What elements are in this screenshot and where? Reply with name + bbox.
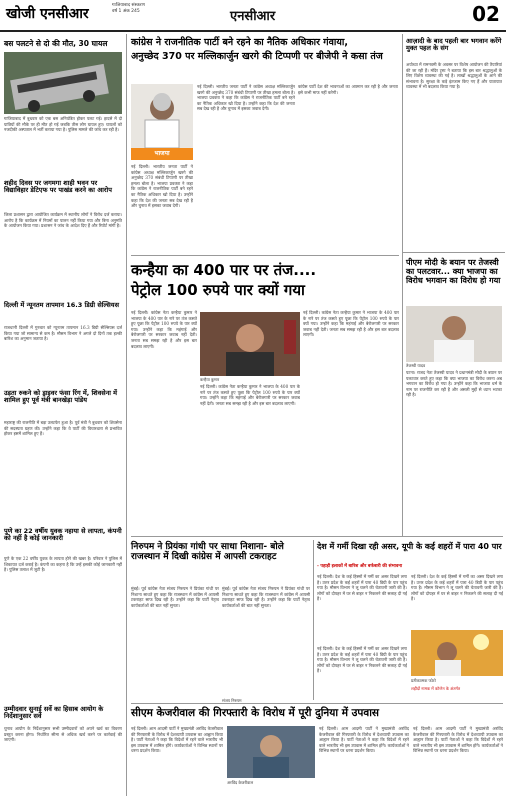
left-headline-4: उड़ता रुकने को ड्राइवर फंसा रिंग में, शिवसेना में शामिल हुए पूर्व मंत्री बानखेड़ा पांडेय xyxy=(4,389,118,405)
kejriwal-headline: सीएम केजरीवाल की गिरफ्तारी के विरोध में पूरी दुनिया में उपवास xyxy=(131,707,380,719)
main-story-col-1: नई दिल्ली। कांग्रेस नेता कन्हैया कुमार ने भाजपा के 400 पार के नारे पर तंज कसते हुए पूछा कि पेट्रोल 100 रुपये के पार क्यों गया। उन्होंने कहा कि महंगाई और बेरोजगारी पर सरकार जवाब नहीं देती। जनता सब समझ रही है और इस बार बदलाव लाएगी। xyxy=(131,310,197,349)
lead-story-col-2: कांग्रेस पार्टी देश की भावनाओं का अपमान कर रही है और जनता इसे कभी माफ नहीं करेगी। xyxy=(298,84,398,95)
heat-caption-2: शहीदों नामक में कॉन्टेन के अंतर्गत xyxy=(411,686,461,691)
left-headline-6: उम्मीदवार सुनाई सर्वे का हिसाब आयोग के निर्देशानुसार सर्वे xyxy=(4,705,104,721)
left-story-4: महाराष्ट्र की राजनीति में बड़ा उलटफेर हुआ है। पूर्व मंत्री ने बुधवार को शिवसेना की सदस्यता ग्रहण की। उन्होंने कहा कि वे पार्टी की विचारधारा से प्रभावित होकर इसमें शामिल हुए हैं। xyxy=(4,420,122,437)
issue-line: वर्ष 1 अंक 245 xyxy=(112,9,140,14)
heat-image xyxy=(411,630,503,676)
bjp-logo-label: भाजपा xyxy=(154,150,170,157)
lead-story-col-0: नई दिल्ली। भारतीय जनता पार्टी ने कांग्रेस अध्यक्ष मल्लिकार्जुन खरगे की अनुच्छेद 370 संबंधी टिप्पणी पर तीखा हमला बोला है। भाजपा प्रवक्ता ने कहा कि कांग्रेस ने राजनीतिक पार्टी बने रहने का नैतिक अधिकार खो दिया है। उन्होंने कहा कि देश की जनता सब देख रही है और चुनाव में इसका जवाब देगी। xyxy=(131,164,193,209)
main-story-col-2: नई दिल्ली। कांग्रेस नेता कन्हैया कुमार ने भाजपा के 400 पार के नारे पर तंज कसते हुए पूछा कि पेट्रोल 100 रुपये के पार क्यों गया। उन्होंने कहा कि महंगाई और बेरोजगारी पर सरकार जवाब नहीं देती। जनता सब समझ रही है और इस बार बदलाव लाएगी। xyxy=(200,384,300,406)
bus-accident-photo xyxy=(4,52,122,114)
masthead xyxy=(0,0,506,32)
lead-story-col-1: नई दिल्ली। भारतीय जनता पार्टी ने कांग्रेस अध्यक्ष मल्लिकार्जुन खरगे की अनुच्छेद 370 संबंधी टिप्पणी पर तीखा हमला बोला है। भाजपा प्रवक्ता ने कहा कि कांग्रेस ने राजनीतिक पार्टी बने रहने का नैतिक अधिकार खो दिया है। उन्होंने कहा कि देश की जनता सब देख रही है और चुनाव में इसका जवाब देगी। xyxy=(197,84,295,112)
kharge-photo-image xyxy=(131,84,193,148)
divider-right xyxy=(403,252,505,253)
bjp-logo-band xyxy=(131,148,193,160)
tejashwi-photo xyxy=(406,306,502,362)
divider-lead xyxy=(131,255,399,256)
kejriwal-caption: अरविंद केजरीवाल xyxy=(227,780,254,785)
kanhaiya-image xyxy=(200,312,300,376)
left-top-headline: बस पलटने से दो की मौत, 30 घायल xyxy=(4,39,108,48)
nirupam-headline: निरुपम ने प्रियंका गांधी पर साधा निशाना- बोले राजस्थान में दिखी कांग्रेस में आपसी टकराहट xyxy=(131,542,284,563)
nirupam-caption: संजय निरुपम xyxy=(222,698,242,703)
tejashwi-caption: तेजस्वी यादव xyxy=(406,363,426,368)
heat-photo-caption: प्रतीकात्मक फोटो xyxy=(411,678,436,683)
newspaper-brand: खोजी एनसीआर xyxy=(6,6,89,22)
right-story-1: अयोध्या में रामनवमी के अवसर पर विशेष आयोजन की तैयारियां की जा रही हैं। मंदिर ट्रस्ट ने बताया कि इस बार श्रद्धालुओं के लिए विशेष व्यवस्था की गई है। लाखों श्रद्धालुओं के आने की संभावना है। सुरक्षा के कड़े इंतजाम किए गए हैं और यातायात व्यवस्था में भी बदलाव किया गया है। xyxy=(406,62,502,90)
left-headline-3: दिल्ली में न्यूनतम तापमान 16.3 डिग्री सेल्सियस xyxy=(4,301,119,309)
nirupam-story-col-1: मुंबई। पूर्व कांग्रेस नेता संजय निरुपम ने प्रियंका गांधी पर निशाना साधते हुए कहा कि राजस्थान में कांग्रेस में आपसी टकराहट साफ दिख रही है। उन्होंने कहा कि पार्टी नेतृत्व कार्यकर्ताओं की बात नहीं सुनता। xyxy=(131,586,219,608)
column-rule-left xyxy=(126,34,127,796)
heat-story-col-2: नई दिल्ली। देश के कई हिस्सों में गर्मी का असर दिखने लगा है। उत्तर प्रदेश के कई शहरों में पारा 40 डिग्री के पार पहुंच गया है। मौसम विभाग ने लू चलने की चेतावनी जारी की है। लोगों को दोपहर में घर से बाहर न निकलने की सलाह दी गई है। xyxy=(411,574,503,602)
left-story-3: राजधानी दिल्ली में गुरुवार को न्यूनतम तापमान 16.3 डिग्री सेल्सियस दर्ज किया गया जो सामान्य से कम है। मौसम विभाग ने अगले दो दिनों तक हल्की बारिश का अनुमान जताया है। xyxy=(4,325,122,342)
lead-headline-1: कांग्रेस ने राजनीतिक पार्टी बने रहने का नैतिक अधिकार गंवाया, xyxy=(131,37,348,48)
heat-photo xyxy=(411,630,503,676)
divider-kejriwal xyxy=(131,703,503,704)
left-story-5: पुणे के एक 22 वर्षीय युवक के लापता होने की खबर है। परिवार ने पुलिस में शिकायत दर्ज कराई है। कंपनी का कहना है कि उन्हें इसकी कोई जानकारी नहीं है। पुलिस तलाश में जुटी है। xyxy=(4,556,122,573)
kanhaiya-caption: कन्हैया कुमार xyxy=(200,377,220,382)
tejashwi-image xyxy=(406,306,502,362)
edition-line: गाजियाबाद संस्करण xyxy=(112,3,145,8)
kejriwal-story-col-1: नई दिल्ली। आम आदमी पार्टी ने मुख्यमंत्री अरविंद केजरीवाल की गिरफ्तारी के विरोध में देशव्यापी उपवास का आह्वान किया है। पार्टी नेताओं ने कहा कि विदेशों में रहने वाले भारतीय भी इस उपवास में शामिल होंगे। कार्यकर्ताओं ने विभिन्न स्थानों पर धरना प्रदर्शन किया। xyxy=(131,726,223,754)
left-top-story: गाजियाबाद में बुधवार को एक बस अनियंत्रित होकर पलट गई। हादसे में दो यात्रियों की मौके पर ही मौत हो गई जबकि तीस लोग घायल हुए। घायलों को नजदीकी अस्पताल में भर्ती कराया गया है। पुलिस मामले की जांच कर रही है। xyxy=(4,116,122,133)
column-rule-right xyxy=(402,34,403,536)
left-headline-5: पुणे का 22 वर्षीय युवक नहाया से लापता, कंपनी को नहीं है कोई जानकारी xyxy=(4,527,122,543)
divider-lower xyxy=(131,536,503,537)
kejriwal-image xyxy=(227,726,315,778)
kejriwal-story-col-3: नई दिल्ली। आम आदमी पार्टी ने मुख्यमंत्री अरविंद केजरीवाल की गिरफ्तारी के विरोध में देशव्यापी उपवास का आह्वान किया है। पार्टी नेताओं ने कहा कि विदेशों में रहने वाले भारतीय भी इस उपवास में शामिल होंगे। कार्यकर्ताओं ने विभिन्न स्थानों पर धरना प्रदर्शन किया। xyxy=(413,726,503,754)
heat-story-col-3: नई दिल्ली। देश के कई हिस्सों में गर्मी का असर दिखने लगा है। उत्तर प्रदेश के कई शहरों में पारा 40 डिग्री के पार पहुंच गया है। मौसम विभाग ने लू चलने की चेतावनी जारी की है। लोगों को दोपहर में घर से बाहर न निकलने की सलाह दी गई है। xyxy=(317,646,407,674)
heat-subhead: - पहाड़ी इलाकों में बारिश और बर्फबारी की संभावना xyxy=(317,564,403,569)
kejriwal-photo xyxy=(227,726,315,778)
main-headline-2: पेट्रोल 100 रुपये पार क्यों गया xyxy=(131,281,305,299)
kejriwal-story-col-2: नई दिल्ली। आम आदमी पार्टी ने मुख्यमंत्री अरविंद केजरीवाल की गिरफ्तारी के विरोध में देशव्यापी उपवास का आह्वान किया है। पार्टी नेताओं ने कहा कि विदेशों में रहने वाले भारतीय भी इस उपवास में शामिल होंगे। कार्यकर्ताओं ने विभिन्न स्थानों पर धरना प्रदर्शन किया। xyxy=(319,726,409,754)
kharge-photo xyxy=(131,84,193,148)
main-headline-1: कन्हैया का 400 पार पर तंज.... xyxy=(131,261,317,279)
section-title: एनसीआर xyxy=(230,9,276,24)
right-headline-2: पीएम मोदी के बयान पर तेजस्वी का पलटवार... क्या भाजपा का विरोध भगवान का विरोध हो गया xyxy=(406,258,501,286)
right-headline-1: आज़ादी के बाद पहली बार भगवान करेंगे मुक्त पहल के संग xyxy=(406,37,502,53)
bus-accident-image xyxy=(4,52,122,114)
left-headline-2: शहीद दिवस पर जगमगा शाही भवन पर विद्याविहार डेटिएफ पर पाखंड करने का आरोप xyxy=(4,179,112,195)
right-story-2: पटना। राजद नेता तेजस्वी यादव ने प्रधानमंत्री मोदी के बयान पर पलटवार करते हुए कहा कि क्या भाजपा का विरोध करना अब भगवान का विरोध हो गया है। उन्होंने कहा कि भाजपा धर्म के नाम पर राजनीति कर रही है और असली मुद्दों से ध्यान भटका रही है। xyxy=(406,370,502,398)
heat-headline: देश में गर्मी दिखा रही असर, यूपी के कई शहरों में पारा 40 पार xyxy=(317,542,502,551)
left-story-6: चुनाव आयोग के निर्देशानुसार सभी उम्मीदवारों को अपने खर्च का विवरण प्रस्तुत करना होगा। निर्धारित सीमा से अधिक खर्च करने पर कार्रवाई की जाएगी। xyxy=(4,726,122,743)
kanhaiya-photo xyxy=(200,312,300,376)
left-story-2: जिला प्रशासन द्वारा आयोजित कार्यक्रम में स्थानीय लोगों ने विरोध दर्ज कराया। आरोप है कि कार्यक्रम में नियमों का पालन नहीं किया गया और बिना अनुमति के आयोजन किया गया। प्रशासन ने जांच के आदेश दिए हैं और रिपोर्ट मांगी है। xyxy=(4,212,122,229)
lead-headline-2: अनुच्छेद 370 पर मल्लिकार्जुन खरगे की टिप्पणी पर बीजेपी ने कसा तंज xyxy=(131,51,383,62)
page-number: 02 xyxy=(470,2,502,27)
column-rule-lower xyxy=(313,540,314,700)
main-story-col-3: नई दिल्ली। कांग्रेस नेता कन्हैया कुमार ने भाजपा के 400 पार के नारे पर तंज कसते हुए पूछा कि पेट्रोल 100 रुपये के पार क्यों गया। उन्होंने कहा कि महंगाई और बेरोजगारी पर सरकार जवाब नहीं देती। जनता सब समझ रही है और इस बार बदलाव लाएगी। xyxy=(303,310,399,338)
nirupam-story-col-2: मुंबई। पूर्व कांग्रेस नेता संजय निरुपम ने प्रियंका गांधी पर निशाना साधते हुए कहा कि राजस्थान में कांग्रेस में आपसी टकराहट साफ दिख रही है। उन्होंने कहा कि पार्टी नेतृत्व कार्यकर्ताओं की बात नहीं सुनता। xyxy=(222,586,310,608)
heat-story-col-1: नई दिल्ली। देश के कई हिस्सों में गर्मी का असर दिखने लगा है। उत्तर प्रदेश के कई शहरों में पारा 40 डिग्री के पार पहुंच गया है। मौसम विभाग ने लू चलने की चेतावनी जारी की है। लोगों को दोपहर में घर से बाहर न निकलने की सलाह दी गई है। xyxy=(317,574,407,602)
